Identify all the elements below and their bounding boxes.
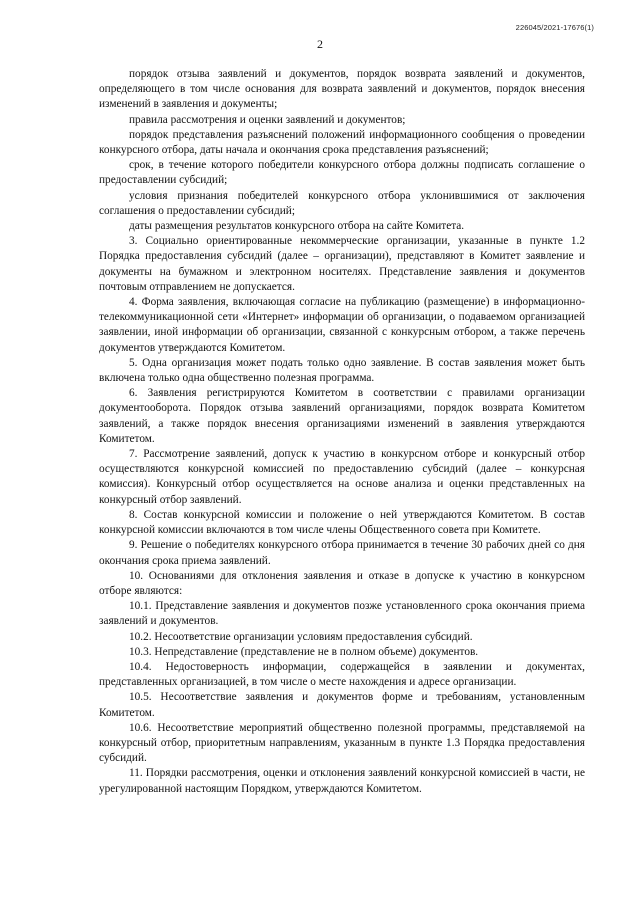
paragraph: 4. Форма заявления, включающая согласие на публикацию (размещение) в информационно-телекоммуникационной сети «Интернет» информации об организации, о подаваемом организацией заявлении, иной информации об организации, связанной с конкурсным отбором, а также перечень документов утверждаются Комитетом. — [99, 296, 585, 354]
paragraph: 3. Социально ориентированные некоммерческие организации, указанные в пункте 1.2 Порядка предоставления субсидий (далее – организации), представляют в Комитет заявление и документы на бумажном и электронном носителях. Представление заявления и документов почтовым отправлением не допускается. — [99, 235, 585, 293]
document-id: 226045/2021-17676(1) — [515, 23, 594, 32]
paragraph: 9. Решение о победителях конкурсного отбора принимается в течение 30 рабочих дней со дня окончания срока приема заявлений. — [99, 539, 585, 567]
paragraph: 7. Рассмотрение заявлений, допуск к участию в конкурсном отборе и конкурсный отбор осуществляются конкурсной комиссией по предоставлению субсидий (далее – конкурсная комиссия). Конкурсный отбор осуществляется на основе анализа и оценки представленных на конкурсный отбор заявлений. — [99, 448, 585, 506]
paragraph: 5. Одна организация может подать только одно заявление. В состав заявления может быть включена только одна общественно полезная программа. — [99, 356, 585, 385]
paragraph: 10.2. Несоответствие организации условиям предоставления субсидий. — [129, 630, 473, 643]
paragraph: правила рассмотрения и оценки заявлений и документов; — [129, 113, 406, 126]
paragraph: даты размещения результатов конкурсного отбора на сайте Комитета. — [129, 220, 465, 233]
paragraph: 6. Заявления регистрируются Комитетом в соответствии с правилами организации документооборота. Порядок отзыва заявлений организациями, порядок возврата Комитетом заявлений, а также порядок внесения организациями изменений в заявления утверждаются Комитетом. — [99, 387, 585, 445]
page-number: 2 — [317, 37, 323, 51]
paragraph: срок, в течение которого победители конкурсного отбора должны подписать соглашение о предоставлении субсидий; — [99, 159, 585, 187]
document-body — [99, 67, 585, 797]
paragraph: 10.5. Несоответствие заявления и документов форме и требованиям, установленным Комитетом. — [99, 691, 585, 719]
paragraph: условия признания победителей конкурсного отбора уклонившимися от заключения соглашения о предоставлении субсидий; — [99, 189, 585, 217]
paragraph: 10.1. Представление заявления и документов позже установленного срока окончания приема заявлений и документов. — [99, 600, 585, 628]
paragraph: 10.6. Несоответствие мероприятий общественно полезной программы, представляемой на конкурсный отбор, приоритетным направлениям, указанным в пункте 1.3 Порядка предоставления субсидий. — [99, 721, 585, 765]
paragraph: 11. Порядки рассмотрения, оценки и отклонения заявлений конкурсной комиссией в части, не урегулированной настоящим Порядком, утверждаются Комитетом. — [99, 767, 585, 795]
paragraph: порядок представления разъяснений положений информационного сообщения о проведении конкурсного отбора, даты начала и окончания срока представления разъяснений; — [99, 128, 585, 157]
paragraph: 10.3. Непредставление (представление не в полном объеме) документов. — [129, 645, 479, 658]
paragraph: 10. Основаниями для отклонения заявления и отказе в допуске к участию в конкурсном отборе являются: — [99, 569, 585, 597]
paragraph: 10.4. Недостоверность информации, содержащейся в заявлении и документах, представленных организацией, в том числе о месте нахождения и адресе организации. — [99, 660, 585, 689]
paragraph: 8. Состав конкурсной комиссии и положение о ней утверждаются Комитетом. В состав конкурсной комиссии включаются в том числе члены Общественного совета при Комитете. — [99, 508, 585, 537]
paragraph: порядок отзыва заявлений и документов, порядок возврата заявлений и документов, определяющего в том числе основания для возврата заявлений и документов, порядок внесения изменений в заявления и документы; — [99, 68, 585, 111]
